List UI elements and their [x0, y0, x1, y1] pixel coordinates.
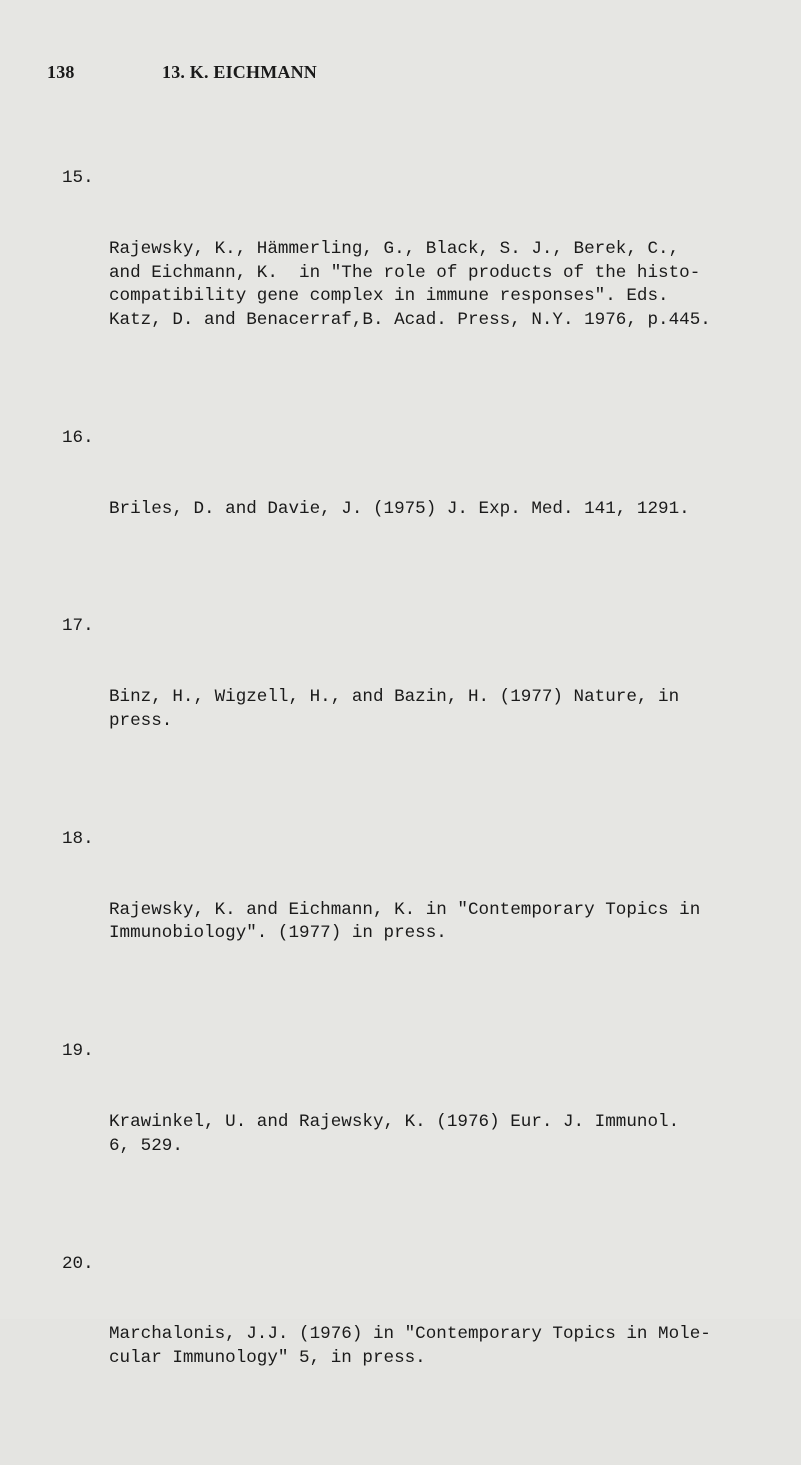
reference-text: Krawinkel, U. and Rajewsky, K. (1976) Eur. J. Immunol. 6, 529. — [109, 1111, 680, 1156]
chapter-title: 13. K. EICHMANN — [162, 62, 317, 82]
reference-item-19 — [62, 1040, 782, 1205]
running-head — [47, 60, 747, 84]
page-number: 138 — [47, 62, 75, 82]
reference-item-20 — [62, 1253, 782, 1418]
reference-list — [62, 120, 782, 1465]
reference-text: Binz, H., Wigzell, H., and Bazin, H. (1977) Nature, in press. — [109, 687, 680, 731]
reference-text: Briles, D. and Davie, J. (1975) J. Exp. Med. 141, 1291. — [109, 498, 690, 519]
reference-item-17 — [62, 615, 782, 780]
reference-text: Rajewsky, K., Hämmerling, G., Black, S. J., Berek, C., and Eichmann, K. in "The role of products of the histo- compatibility gene complex in immune responses". Eds. Katz, D. and Benacerraf,B. Acad. Press, N.Y. 1976, p.445. — [109, 238, 711, 330]
reference-number: 20. — [62, 1253, 94, 1274]
reference-text: Rajewsky, K. and Eichmann, K. in "Contemporary Topics in Immunobiology". (1977) in press. — [109, 899, 701, 944]
reference-number: 16. — [62, 427, 94, 448]
reference-item-16 — [62, 427, 782, 569]
reference-item-15 — [62, 167, 782, 379]
reference-number: 18. — [62, 828, 94, 849]
reference-item-18 — [62, 828, 782, 993]
reference-text: Marchalonis, J.J. (1976) in "Contemporary Topics in Mole- cular Immunology" 5, in press. — [109, 1324, 711, 1368]
reference-number: 19. — [62, 1041, 94, 1062]
reference-number: 17. — [62, 616, 94, 637]
reference-number: 15. — [62, 168, 94, 189]
